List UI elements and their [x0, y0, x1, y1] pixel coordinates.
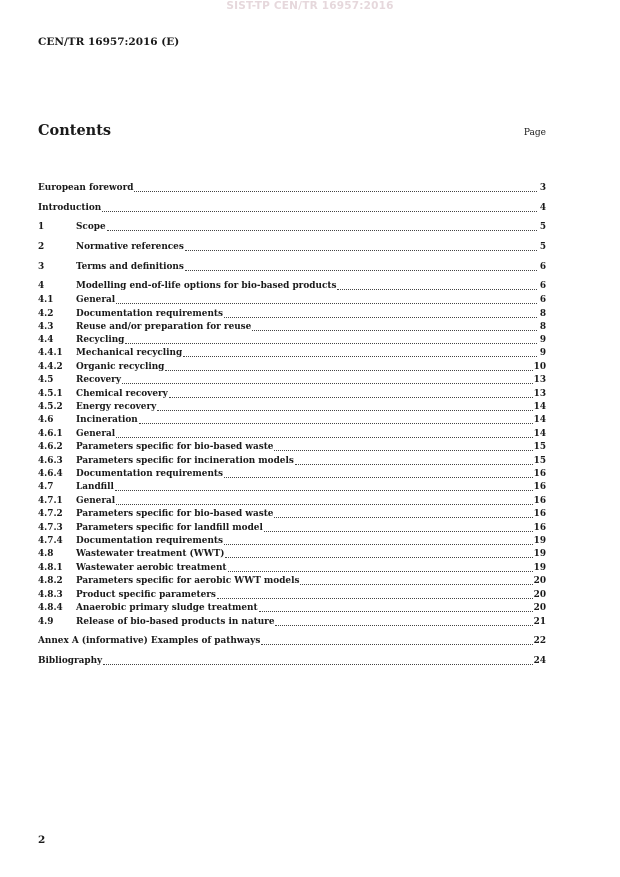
toc-entry[interactable]	[38, 295, 546, 306]
toc-entry[interactable]	[38, 348, 546, 359]
toc-entry-title: General	[76, 429, 116, 439]
toc-entry[interactable]	[38, 375, 546, 386]
toc-dot-leader	[295, 464, 533, 465]
toc-entry[interactable]	[38, 415, 546, 426]
toc-entry-title: Chemical recovery	[76, 389, 168, 399]
toc-entry-page: 13	[533, 375, 546, 385]
toc-dot-leader	[116, 303, 537, 304]
toc-dot-leader	[165, 370, 532, 371]
toc-entry-number: 4.5.1	[38, 389, 63, 399]
toc-entry-number: 4.6.1	[38, 429, 63, 439]
toc-entry-number: 4.8.3	[38, 590, 63, 600]
toc-entry-title: Documentation requirements	[76, 309, 224, 319]
toc-entry-page: 9	[539, 335, 546, 345]
toc-dot-leader	[169, 397, 533, 398]
toc-entry-title: Recovery	[76, 375, 121, 385]
toc-entry-page: 20	[533, 603, 546, 613]
toc-entry-number: 4.4	[38, 335, 54, 345]
toc-dot-leader	[107, 230, 537, 231]
toc-entry[interactable]	[38, 469, 546, 480]
contents-heading: Contents	[38, 122, 112, 139]
toc-entry-title: Wastewater aerobic treatment	[76, 563, 227, 573]
toc-entry-page: 21	[533, 617, 546, 627]
toc-entry-number: 4.6.2	[38, 442, 63, 452]
toc-entry-title: Parameters specific for bio-based waste	[76, 509, 274, 519]
toc-entry-page: 9	[539, 348, 546, 358]
toc-entry-title: Incineration	[76, 415, 138, 425]
toc-dot-leader	[102, 211, 537, 212]
toc-entry-title: Product specific parameters	[76, 590, 216, 600]
toc-entry-page: 5	[539, 242, 546, 252]
toc-entry-number: 4.3	[38, 322, 54, 332]
toc-dot-leader	[157, 410, 532, 411]
toc-entry-number: 2	[38, 242, 45, 252]
toc-entry-title: Documentation requirements	[76, 536, 224, 546]
toc-entry[interactable]	[38, 549, 546, 560]
toc-entry-page: 8	[539, 309, 546, 319]
toc-dot-leader	[252, 330, 537, 331]
toc-entry-page: 20	[533, 590, 546, 600]
toc-dot-leader	[274, 517, 532, 518]
toc-entry[interactable]	[38, 509, 546, 520]
toc-entry-page: 14	[533, 415, 546, 425]
toc-entry-page: 15	[533, 456, 546, 466]
page-column-label: Page	[523, 128, 546, 138]
toc-entry-title: Introduction	[38, 203, 102, 213]
toc-entry-number: 4.7	[38, 482, 54, 492]
toc-dot-leader	[225, 557, 532, 558]
toc-dot-leader	[264, 531, 533, 532]
toc-dot-leader	[224, 544, 533, 545]
toc-entry-page: 15	[533, 442, 546, 452]
toc-entry[interactable]	[38, 536, 546, 547]
toc-entry[interactable]	[38, 496, 546, 507]
toc-entry-number: 4.4.2	[38, 362, 63, 372]
toc-entry[interactable]	[38, 523, 546, 534]
toc-entry-title: Parameters specific for bio-based waste	[76, 442, 274, 452]
toc-entry-page: 14	[533, 429, 546, 439]
toc-entry-page: 16	[533, 509, 546, 519]
toc-entry[interactable]	[38, 617, 546, 628]
toc-entry-title: Documentation requirements	[76, 469, 224, 479]
toc-entry-number: 4.7.1	[38, 496, 63, 506]
toc-entry-title: Parameters specific for incineration models	[76, 456, 294, 466]
toc-entry-number: 3	[38, 262, 45, 272]
toc-entry[interactable]	[38, 309, 546, 320]
toc-entry-page: 5	[539, 222, 546, 232]
toc-dot-leader	[337, 289, 537, 290]
toc-entry-number: 4.7.3	[38, 523, 63, 533]
toc-entry[interactable]	[38, 656, 546, 667]
toc-entry-page: 19	[533, 549, 546, 559]
toc-dot-leader	[259, 611, 533, 612]
toc-entry-title: Parameters specific for landfill model	[76, 523, 263, 533]
toc-entry-page: 6	[539, 295, 546, 305]
toc-entry-page: 19	[533, 563, 546, 573]
toc-entry-title: Recycling	[76, 335, 125, 345]
toc-dot-leader	[217, 598, 533, 599]
toc-entry-number: 4.8.1	[38, 563, 63, 573]
toc-dot-leader	[125, 343, 537, 344]
toc-dot-leader	[134, 191, 537, 192]
toc-entry-number: 4.5	[38, 375, 54, 385]
toc-entry[interactable]	[38, 563, 546, 574]
toc-entry-page: 6	[539, 262, 546, 272]
toc-entry-page: 20	[533, 576, 546, 586]
toc-entry-page: 16	[533, 496, 546, 506]
toc-dot-leader	[183, 356, 537, 357]
toc-entry-title: European foreword	[38, 183, 134, 193]
toc-entry-title: Organic recycling	[76, 362, 165, 372]
toc-entry[interactable]	[38, 456, 546, 467]
toc-entry-number: 4.9	[38, 617, 54, 627]
toc-entry-title: Energy recovery	[76, 402, 157, 412]
toc-entry-title: Normative references	[76, 242, 184, 252]
toc-entry-title: General	[76, 295, 116, 305]
toc-entry-number: 4.5.2	[38, 402, 63, 412]
toc-entry-page: 19	[533, 536, 546, 546]
toc-entry[interactable]	[38, 576, 546, 587]
toc-dot-leader	[275, 625, 532, 626]
toc-entry[interactable]	[38, 362, 546, 373]
toc-entry-title: Parameters specific for aerobic WWT models	[76, 576, 300, 586]
toc-entry-page: 22	[533, 636, 546, 646]
toc-entry-number: 4.1	[38, 295, 54, 305]
toc-entry-page: 24	[533, 656, 546, 666]
toc-entry-page: 3	[539, 183, 546, 193]
toc-entry-number: 4.7.2	[38, 509, 63, 519]
toc-entry-number: 4.6.4	[38, 469, 63, 479]
toc-entry-page: 6	[539, 281, 546, 291]
toc-entry-number: 4.4.1	[38, 348, 63, 358]
toc-entry-title: Anaerobic primary sludge treatment	[76, 603, 258, 613]
toc-entry[interactable]	[38, 389, 546, 400]
toc-dot-leader	[224, 477, 533, 478]
toc-entry-page: 13	[533, 389, 546, 399]
toc-dot-leader	[274, 450, 532, 451]
toc-entry-number: 4.8.2	[38, 576, 63, 586]
toc-entry-page: 8	[539, 322, 546, 332]
toc-entry-title: Annex A (informative) Examples of pathways	[38, 636, 261, 646]
toc-entry-number: 4	[38, 281, 45, 291]
toc-dot-leader	[139, 423, 533, 424]
toc-entry-number: 1	[38, 222, 45, 232]
toc-dot-leader	[103, 664, 532, 665]
toc-entry-page: 16	[533, 523, 546, 533]
toc-entry-page: 10	[533, 362, 546, 372]
toc-entry-title: Mechanical recycling	[76, 348, 183, 358]
toc-entry-number: 4.8	[38, 549, 54, 559]
toc-entry-number: 4.7.4	[38, 536, 63, 546]
document-id: CEN/TR 16957:2016 (E)	[38, 36, 180, 48]
toc-entry-number: 4.8.4	[38, 603, 63, 613]
toc-dot-leader	[116, 437, 533, 438]
toc-entry-title: Reuse and/or preparation for reuse	[76, 322, 252, 332]
toc-entry[interactable]	[38, 442, 546, 453]
toc-entry-title: Release of bio-based products in nature	[76, 617, 275, 627]
toc-entry-page: 16	[533, 482, 546, 492]
toc-dot-leader	[122, 383, 533, 384]
toc-entry-title: Scope	[76, 222, 106, 232]
toc-entry[interactable]	[38, 636, 546, 647]
toc-entry[interactable]	[38, 603, 546, 614]
toc-entry-page: 14	[533, 402, 546, 412]
toc-entry-title: General	[76, 496, 116, 506]
toc-entry[interactable]	[38, 322, 546, 333]
toc-entry[interactable]	[38, 429, 546, 440]
toc-entry-number: 4.6.3	[38, 456, 63, 466]
toc-entry[interactable]	[38, 335, 546, 346]
toc-dot-leader	[185, 270, 537, 271]
toc-entry[interactable]	[38, 482, 546, 493]
toc-entry-number: 4.2	[38, 309, 54, 319]
watermark: SIST-TP CEN/TR 16957:2016	[226, 0, 394, 12]
toc-entry[interactable]	[38, 222, 546, 233]
toc-entry[interactable]	[38, 203, 546, 214]
toc-dot-leader	[228, 571, 533, 572]
toc-entry-page: 16	[533, 469, 546, 479]
toc-dot-leader	[185, 250, 537, 251]
toc-entry[interactable]	[38, 262, 546, 273]
toc-entry-title: Wastewater treatment (WWT)	[76, 549, 225, 559]
toc-entry[interactable]	[38, 590, 546, 601]
toc-entry-title: Terms and definitions	[76, 262, 184, 272]
page-number: 2	[38, 834, 46, 846]
toc-entry[interactable]	[38, 402, 546, 413]
toc-dot-leader	[116, 504, 533, 505]
toc-dot-leader	[115, 490, 533, 491]
toc-entry-page: 4	[539, 203, 546, 213]
toc-entry[interactable]	[38, 281, 546, 292]
toc-entry[interactable]	[38, 183, 546, 194]
toc-dot-leader	[261, 644, 532, 645]
toc-entry[interactable]	[38, 242, 546, 253]
toc-dot-leader	[300, 584, 532, 585]
toc-entry-title: Landfill	[76, 482, 114, 492]
toc-entry-number: 4.6	[38, 415, 54, 425]
toc-dot-leader	[224, 317, 537, 318]
toc-entry-title: Bibliography	[38, 656, 103, 666]
toc-entry-title: Modelling end-of-life options for bio-based products	[76, 281, 337, 291]
